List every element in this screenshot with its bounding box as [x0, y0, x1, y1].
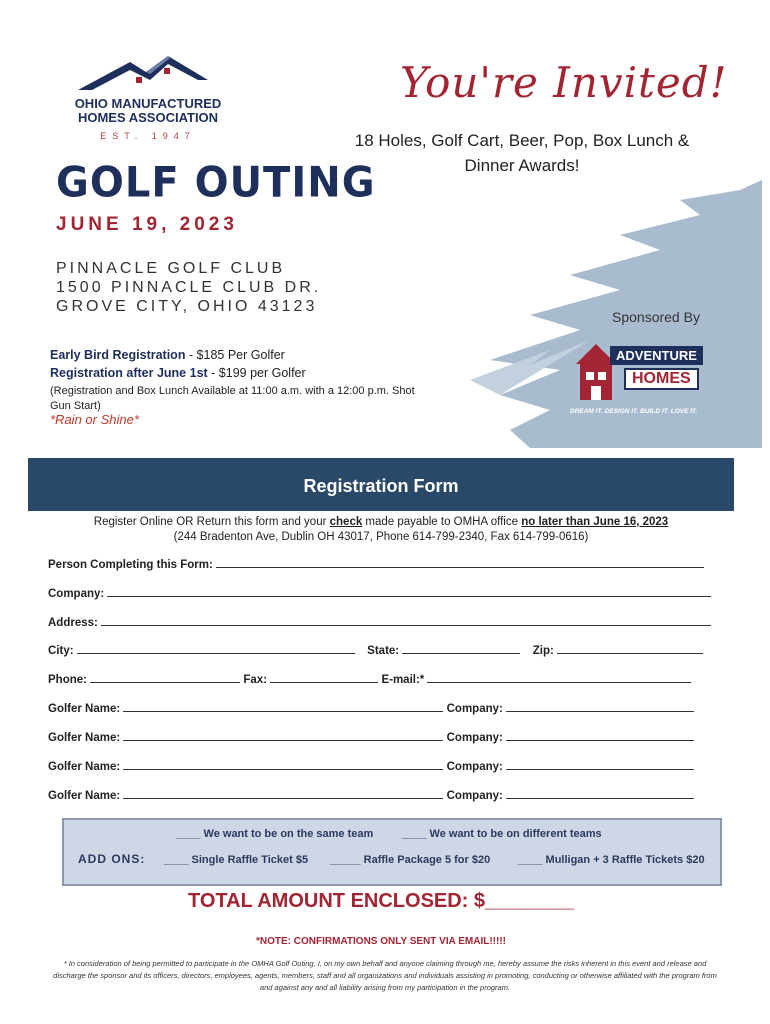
contact-row[interactable]: [48, 671, 720, 686]
golfer-name-label: Golfer Name:: [48, 732, 121, 744]
golfer-row[interactable]: [48, 729, 720, 744]
instructions-check: check: [329, 516, 363, 528]
early-bird-price: - $185 Per Golfer: [185, 348, 285, 362]
sponsor-tagline: DREAM IT. DESIGN IT. BUILD IT. LOVE IT.: [570, 408, 698, 415]
golfer-name-field[interactable]: [123, 700, 443, 712]
instructions-deadline: no later than June 16, 2023: [521, 516, 669, 528]
logo-text-line2: HOMES ASSOCIATION: [77, 110, 219, 125]
golfer-name-field[interactable]: [123, 729, 443, 741]
logo-established: EST. 1947: [100, 131, 196, 141]
registration-time-note: (Registration and Box Lunch Available at 11:00 a.m. with a 12:00 p.m. Shot Gun Start): [50, 385, 415, 412]
phone-field[interactable]: [90, 671, 240, 683]
golfer-company-label: Company:: [446, 790, 503, 802]
city-field[interactable]: [77, 642, 355, 654]
logo-text-line1: OHIO MANUFACTURED: [74, 96, 222, 111]
golfer-company-field[interactable]: [506, 729, 694, 741]
golfer-company-field[interactable]: [506, 758, 694, 770]
sponsor-name-bottom: HOMES: [624, 368, 699, 390]
raffle-package-option[interactable]: _____ Raffle Package 5 for $20: [330, 854, 491, 866]
team-and-addons-box: [62, 818, 722, 886]
zip-label: Zip:: [532, 645, 554, 657]
late-registration-line: [50, 366, 306, 380]
company-label: Company:: [48, 588, 105, 600]
house-roof-icon: [58, 50, 238, 92]
venue-street: 1500 PINNACLE CLUB DR.: [56, 279, 322, 296]
venue-name: PINNACLE GOLF CLUB: [56, 260, 286, 277]
address-field[interactable]: [101, 614, 711, 626]
addons-label: ADD ONS:: [78, 852, 146, 866]
fax-field[interactable]: [270, 671, 378, 683]
mulligan-option[interactable]: ____ Mulligan + 3 Raffle Tickets $20: [518, 854, 705, 866]
zip-field[interactable]: [557, 642, 703, 654]
invited-heading: You're Invited!: [400, 58, 728, 107]
golfer-company-label: Company:: [446, 761, 503, 773]
state-field[interactable]: [402, 642, 520, 654]
email-label: E-mail:*: [381, 674, 425, 686]
golfer-company-label: Company:: [446, 703, 503, 715]
page-title: GOLF OUTING: [56, 158, 376, 208]
golfer-name-label: Golfer Name:: [48, 790, 121, 802]
address-label: Address:: [48, 617, 98, 629]
rain-or-shine: *Rain or Shine*: [50, 412, 139, 427]
golfer-row[interactable]: [48, 700, 720, 715]
late-registration-price: - $199 per Golfer: [207, 366, 306, 380]
person-completing-field[interactable]: [216, 556, 704, 568]
confirmation-note: *NOTE: CONFIRMATIONS ONLY SENT VIA EMAIL!!!!!: [256, 936, 506, 947]
sponsor-name-top: ADVENTURE: [610, 346, 703, 365]
early-bird-label: Early Bird Registration: [50, 348, 186, 362]
golfer-row[interactable]: [48, 758, 720, 773]
company-row[interactable]: [48, 585, 720, 600]
city-state-zip-row[interactable]: [48, 642, 720, 657]
liability-disclaimer: * In consideration of being permitted to participate in the OMHA Golf Outing, I, on my own behalf and anyone claiming through me, hereby assume the risks inherent in this event and release and discharge the sponsor and its officers, directors, employees, agents, members, staff and all organizations and individuals assisting in promoting, conducting or otherwise affiliated with the program from and against any and all liability arising from my participation in the program.: [53, 959, 717, 992]
event-date: JUNE 19, 2023: [56, 214, 238, 235]
early-bird-line: [50, 348, 285, 362]
office-address: (244 Bradenton Ave, Dublin OH 43017, Phone 614-799-2340, Fax 614-799-0616): [173, 531, 589, 543]
person-completing-row[interactable]: [48, 556, 720, 571]
city-label: City:: [48, 645, 74, 657]
email-field[interactable]: [427, 671, 691, 683]
adventure-homes-logo: [570, 342, 720, 422]
single-raffle-option[interactable]: ____ Single Raffle Ticket $5: [164, 854, 309, 866]
person-completing-label: Person Completing this Form:: [48, 559, 213, 571]
instructions-text: Register Online OR Return this form and your: [93, 516, 330, 528]
golfer-name-field[interactable]: [123, 758, 443, 770]
golfer-name-field[interactable]: [123, 787, 443, 799]
omha-logo: [58, 50, 238, 140]
sponsored-by-label: Sponsored By: [612, 309, 700, 325]
golfer-row[interactable]: [48, 787, 720, 802]
golfer-company-label: Company:: [446, 732, 503, 744]
golfer-name-label: Golfer Name:: [48, 761, 121, 773]
instructions-text-2: made payable to OMHA office: [362, 516, 522, 528]
event-features: 18 Holes, Golf Cart, Beer, Pop, Box Lunch & Dinner Awards!: [354, 131, 690, 175]
golfer-company-field[interactable]: [506, 787, 694, 799]
phone-label: Phone:: [48, 674, 87, 686]
golfer-name-label: Golfer Name:: [48, 703, 121, 715]
fax-label: Fax:: [243, 674, 268, 686]
company-field[interactable]: [107, 585, 711, 597]
late-registration-label: Registration after June 1st: [50, 366, 208, 380]
golfer-company-field[interactable]: [506, 700, 694, 712]
state-label: State:: [367, 645, 400, 657]
registration-instructions: [28, 515, 734, 545]
same-team-option[interactable]: ____ We want to be on the same team: [176, 828, 374, 840]
registration-form-heading: Registration Form: [28, 458, 734, 511]
address-row[interactable]: [48, 614, 720, 629]
venue-city: GROVE CITY, OHIO 43123: [56, 298, 318, 315]
total-amount[interactable]: TOTAL AMOUNT ENCLOSED: $________: [187, 890, 575, 912]
different-team-option[interactable]: ____ We want to be on different teams: [402, 828, 602, 840]
